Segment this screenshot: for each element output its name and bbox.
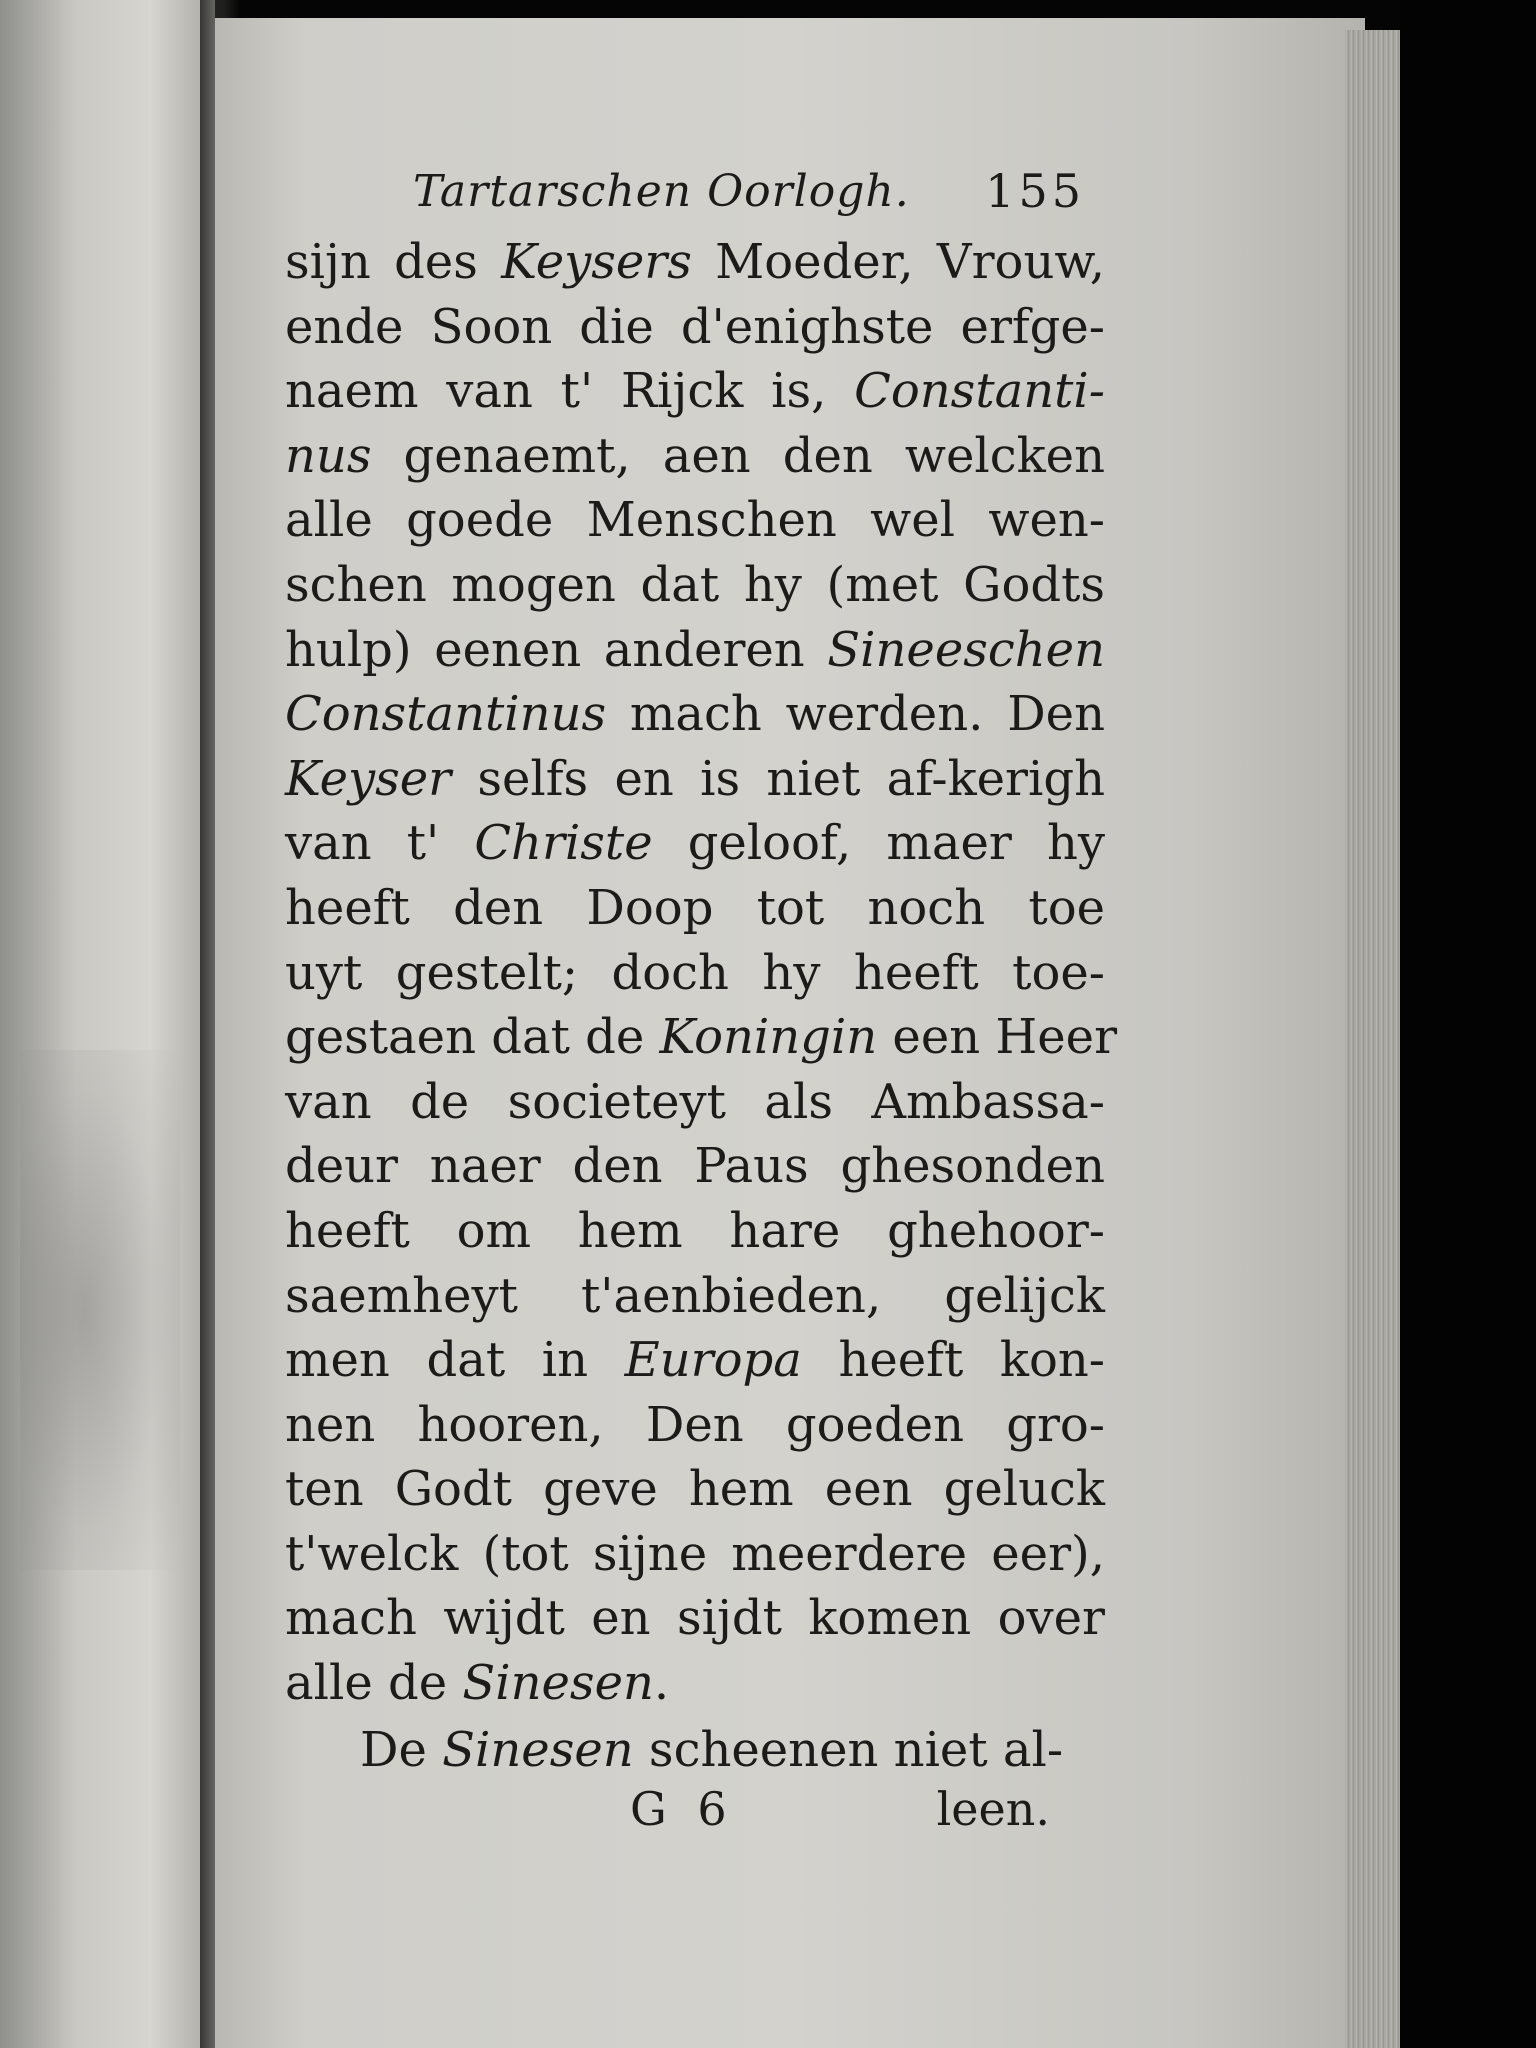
text-segment: selfs en is niet af-kerigh (451, 750, 1105, 807)
text-line (285, 359, 1105, 424)
text-line (285, 1134, 1105, 1199)
text-line (285, 295, 1105, 360)
text-segment: alle de (285, 1655, 463, 1712)
page-edges (1345, 30, 1403, 2048)
text-line (285, 1522, 1105, 1587)
italic-word: Keyser (285, 750, 452, 807)
text-segment: hulp) eenen anderen (285, 621, 828, 678)
text-segment: een Heer (877, 1009, 1118, 1066)
text-segment: scheenen niet al- (633, 1721, 1064, 1778)
text-segment: ten Godt geve hem een geluck (285, 1461, 1105, 1518)
text-line (285, 876, 1105, 941)
text-segment: van t' (285, 815, 475, 872)
text-segment: gestaen dat de (285, 1009, 660, 1066)
text-line (285, 1199, 1105, 1264)
italic-word: Koningin (659, 1009, 878, 1066)
body-text (285, 230, 1118, 1716)
background-shadow (1400, 0, 1536, 2048)
text-segment: mach wijdt en sijdt komen over (285, 1590, 1105, 1647)
signature-mark: G 6 (630, 1782, 735, 1837)
italic-word: Constantinus (285, 686, 607, 743)
page-footer (285, 1782, 1105, 1846)
text-line (285, 1264, 1105, 1329)
running-head (285, 150, 1105, 230)
text-segment: heeft om hem hare ghehoor- (285, 1202, 1105, 1259)
text-line (285, 488, 1105, 553)
italic-word: Sinesen (462, 1655, 654, 1712)
text-segment: De (360, 1721, 443, 1778)
text-segment: saemheyt t'aenbieden, gelijck (285, 1267, 1105, 1324)
text-segment: Moeder, Vrouw, (691, 234, 1105, 290)
new-paragraph-line (285, 1718, 1105, 1783)
text-line (285, 811, 1105, 876)
italic-word: Christe (474, 815, 653, 872)
text-segment: sijn des (285, 234, 502, 290)
text-line (285, 1457, 1105, 1522)
text-line (285, 1070, 1105, 1135)
running-head-title: Tartarschen Oorlogh. (413, 166, 910, 217)
text-line (285, 1586, 1105, 1651)
text-segment: men dat in (285, 1332, 625, 1389)
text-line (285, 1651, 1105, 1716)
italic-word: Constanti- (854, 363, 1105, 420)
text-line (285, 230, 1105, 295)
text-segment: t'welck (tot sijne meerdere eer), (285, 1525, 1105, 1582)
text-segment: heeft kon- (801, 1332, 1105, 1389)
text-segment: genaemt, aen den welcken (371, 427, 1105, 484)
text-line (285, 1328, 1105, 1393)
text-segment: alle goede Menschen wel wen- (285, 492, 1105, 549)
text-segment: deur naer den Paus ghesonden (285, 1138, 1105, 1195)
text-segment: nen hooren, Den goeden gro- (285, 1396, 1105, 1453)
text-line (285, 682, 1105, 747)
page-text-block (285, 150, 1118, 1846)
italic-word: nus (285, 427, 372, 484)
text-line (285, 424, 1105, 489)
text-line (285, 553, 1105, 618)
text-line (285, 1393, 1105, 1458)
page-number: 155 (985, 164, 1085, 218)
text-segment: schen mogen dat hy (met Godts (285, 556, 1105, 613)
italic-word: Sinesen (442, 1721, 634, 1778)
text-segment: . (653, 1655, 670, 1712)
text-segment: van de societeyt als Ambassa- (285, 1073, 1105, 1130)
text-line (285, 618, 1105, 683)
italic-word: Sineeschen (827, 621, 1105, 678)
text-line (285, 1005, 1118, 1070)
text-segment: heeft den Doop tot noch toe (285, 879, 1105, 936)
text-segment: naem van t' Rijck is, (285, 363, 855, 420)
italic-word: Keysers (501, 234, 692, 290)
text-segment: ende Soon die d'enighste erfge- (285, 298, 1105, 355)
catchword: leen. (936, 1782, 1050, 1837)
italic-word: Europa (624, 1332, 802, 1389)
text-segment: mach werden. Den (606, 686, 1105, 743)
left-facing-page (0, 0, 215, 2048)
text-line (285, 941, 1105, 1006)
text-line (285, 747, 1105, 812)
text-segment: geloof, maer hy (652, 815, 1105, 872)
text-segment: uyt gestelt; doch hy heeft toe- (285, 944, 1105, 1001)
